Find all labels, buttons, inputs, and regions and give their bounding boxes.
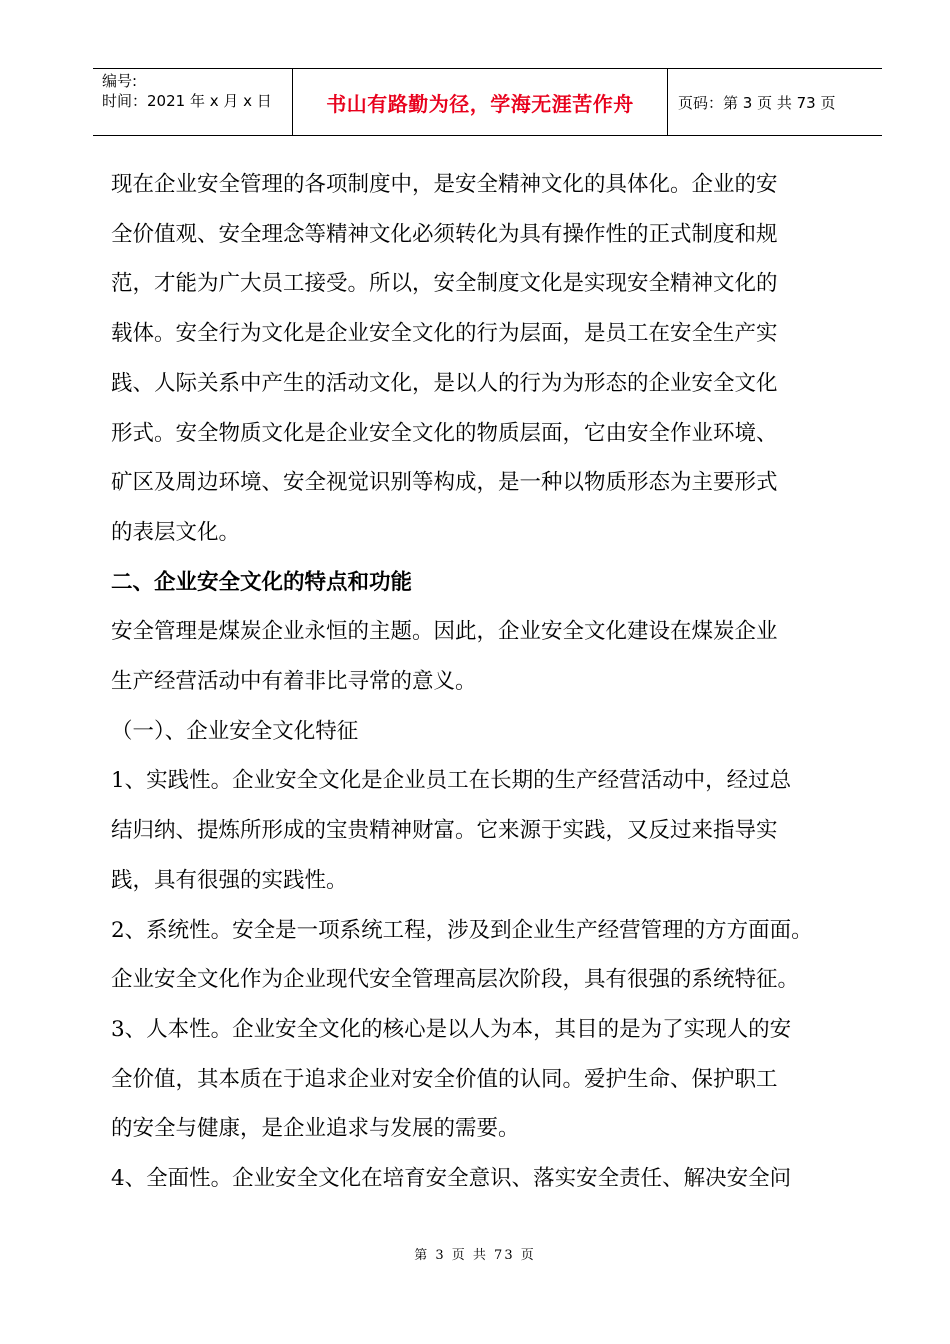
body-line: 践、人际关系中产生的活动文化，是以人的行为为形态的企业安全文化 [111, 370, 778, 396]
body-line: 矿区及周边环境、安全视觉识别等构成，是一种以物质形态为主要形式 [111, 470, 778, 496]
body-line: 范，才能为广大员工接受。所以，安全制度文化是实现安全精神文化的 [111, 271, 778, 297]
page-header [93, 68, 882, 136]
body-line: 1、实践性。企业安全文化是企业员工在长期的生产经营活动中，经过总 [111, 768, 792, 794]
header-motto: 书山有路勤为径，学海无涯苦作舟 [293, 69, 668, 135]
header-page-info: 页码：第 3 页 共 73 页 [678, 93, 836, 112]
page-footer: 第 3 页 共 73 页 [414, 1248, 536, 1263]
body-line: （一）、企业安全文化特征 [111, 718, 359, 744]
body-line: 践，具有很强的实践性。 [111, 867, 348, 893]
body-line: 结归纳、提炼所形成的宝贵精神财富。它来源于实践，又反过来指导实 [111, 818, 778, 844]
body-line: 现在企业安全管理的各项制度中，是安全精神文化的具体化。企业的安 [111, 172, 778, 197]
document-body [111, 160, 871, 1204]
header-meta-cell [93, 69, 293, 135]
body-line: 载体。安全行为文化是企业安全文化的行为层面，是员工在安全生产实 [111, 321, 778, 347]
serial-label: 编号: [102, 72, 138, 90]
section-heading: 二、企业安全文化的特点和功能 [111, 569, 413, 595]
body-line: 安全管理是煤炭企业永恒的主题。因此，企业安全文化建设在煤炭企业 [111, 619, 778, 645]
body-line: 3、人本性。企业安全文化的核心是以人为本，其目的是为了实现人的安 [111, 1016, 792, 1042]
body-line: 生产经营活动中有着非比寻常的意义。 [111, 669, 477, 695]
body-line: 全价值观、安全理念等精神文化必须转化为具有操作性的正式制度和规 [111, 221, 778, 247]
body-line: 的安全与健康，是企业追求与发展的需要。 [111, 1116, 520, 1142]
body-line: 的表层文化。 [111, 519, 241, 545]
body-line: 全价值，其本质在于追求企业对安全价值的认同。爱护生命、保护职工 [111, 1066, 778, 1092]
body-line: 企业安全文化作为企业现代安全管理高层次阶段，具有很强的系统特征。 [111, 967, 800, 993]
body-line: 形式。安全物质文化是企业安全文化的物质层面，它由安全作业环境、 [111, 420, 778, 446]
body-line: 4、全面性。企业安全文化在培育安全意识、落实安全责任、解决安全问 [111, 1166, 792, 1192]
body-line: 2、系统性。安全是一项系统工程，涉及到企业生产经营管理的方方面面。 [111, 917, 813, 943]
time-label: 时间：2021 年 x 月 x 日 [102, 92, 272, 110]
